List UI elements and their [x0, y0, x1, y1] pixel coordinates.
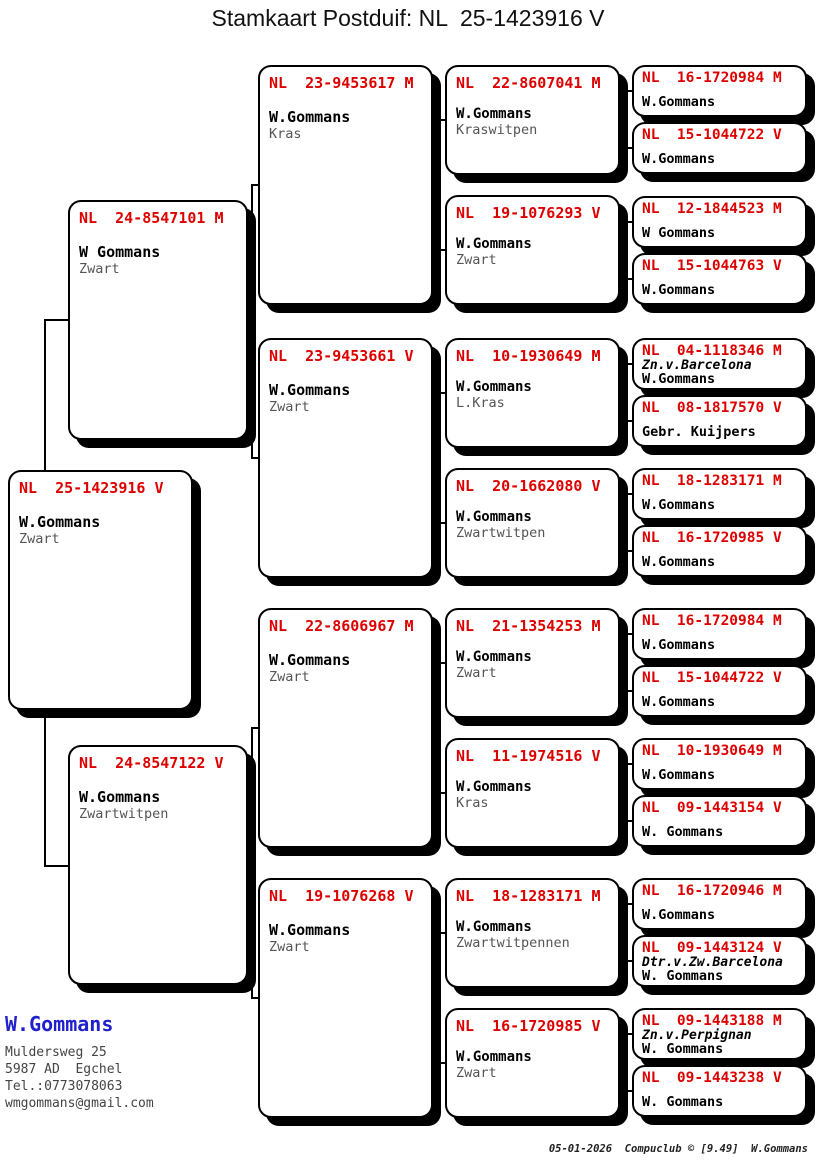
- bird-color: Zwart: [19, 531, 60, 547]
- connector-line: [431, 727, 440, 729]
- connector-line: [438, 792, 447, 794]
- bird-owner-name: W.Gommans: [642, 282, 716, 298]
- bird-owner-name: W.Gommans: [642, 371, 716, 387]
- bird-owner-name: W.Gommans: [269, 108, 351, 126]
- bird-owner-name: W Gommans: [642, 225, 716, 241]
- connector-line: [438, 662, 447, 664]
- box-gen3-6: [445, 738, 620, 848]
- connector-line: [625, 147, 634, 149]
- ring-number: NL 18-1283171 M: [642, 473, 782, 489]
- ring-number: NL 23-9453617 M: [269, 74, 414, 92]
- connector-line: [625, 221, 634, 223]
- ring-number: NL 09-1443154 V: [642, 800, 782, 816]
- owner-block: [5, 1012, 154, 1112]
- bird-owner-name: W. Gommans: [642, 1094, 724, 1110]
- ring-number: NL 22-8606967 M: [269, 617, 414, 635]
- bird-owner-name: W.Gommans: [79, 788, 161, 806]
- ring-number: NL 04-1118346 M: [642, 343, 782, 359]
- bird-owner-name: W.Gommans: [642, 907, 716, 923]
- owner-address-city: 5987 AD Egchel: [5, 1062, 123, 1077]
- bird-owner-name: W.Gommans: [456, 236, 532, 252]
- bird-color: Zwartwitpen: [79, 806, 169, 822]
- box-gen4-12: [632, 795, 807, 847]
- box-gen4-16: [632, 1065, 807, 1117]
- ring-number: NL 18-1283171 M: [456, 887, 601, 905]
- bird-note: Dtr.v.Zw.Barcelona: [642, 955, 783, 970]
- connector-line: [431, 997, 440, 999]
- box-gen3-7: [445, 878, 620, 988]
- ring-number: NL 16-1720984 M: [642, 70, 782, 86]
- owner-address-street: Muldersweg 25: [5, 1045, 107, 1060]
- connector-line: [251, 184, 253, 459]
- bird-owner-name: W.Gommans: [456, 1049, 532, 1065]
- connector-line: [625, 763, 634, 765]
- connector-line: [625, 363, 634, 365]
- connector-line: [618, 522, 627, 524]
- bird-owner-name: W.Gommans: [19, 513, 101, 531]
- connector-line: [625, 820, 634, 822]
- box-gen4-8: [632, 525, 807, 577]
- footer-credits: 05-01-2026 Compuclub © [9.49] W.Gommans: [548, 1143, 808, 1155]
- box-gen4-5: [632, 338, 807, 390]
- connector-line: [438, 249, 447, 251]
- bird-owner-name: W.Gommans: [269, 921, 351, 939]
- connector-line: [618, 792, 627, 794]
- connector-line: [246, 864, 253, 866]
- bird-owner-name: W.Gommans: [456, 649, 532, 665]
- box-gen4-14: [632, 935, 807, 987]
- ring-number: NL 22-8607041 M: [456, 74, 601, 92]
- bird-color: Zwart: [269, 669, 310, 685]
- connector-line: [618, 392, 627, 394]
- page-title: Stamkaart Postduif: NL 25-1423916 V: [211, 5, 605, 31]
- bird-owner-name: W.Gommans: [269, 651, 351, 669]
- box-gen4-6: [632, 395, 807, 447]
- ring-number: NL 10-1930649 M: [642, 743, 782, 759]
- bird-owner-name: W Gommans: [79, 243, 161, 261]
- bird-color: Kras: [269, 126, 302, 142]
- ring-number: NL 09-1443188 M: [642, 1013, 782, 1029]
- box-mother: [68, 745, 248, 985]
- box-gen3-4: [445, 468, 620, 578]
- bird-note: Zn.v.Barcelona: [642, 358, 752, 373]
- bird-color: Zwart: [456, 1065, 497, 1081]
- bird-owner-name: W.Gommans: [642, 94, 716, 110]
- box-gen2-1: [258, 65, 433, 305]
- bird-owner-name: W. Gommans: [642, 1041, 724, 1057]
- connector-line: [246, 319, 253, 321]
- bird-owner-name: W.Gommans: [642, 767, 716, 783]
- connector-line: [618, 1062, 627, 1064]
- ring-number: NL 15-1044763 V: [642, 258, 782, 274]
- connector-line: [44, 708, 46, 867]
- bird-note: Zn.v.Perpignan: [642, 1028, 752, 1043]
- box-gen4-3: [632, 196, 807, 248]
- box-father: [68, 200, 248, 440]
- bird-owner-name: W.Gommans: [456, 509, 532, 525]
- bird-color: Zwart: [456, 252, 497, 268]
- connector-line: [438, 119, 447, 121]
- connector-line: [251, 727, 253, 999]
- ring-number: NL 09-1443124 V: [642, 940, 782, 956]
- box-gen4-10: [632, 665, 807, 717]
- box-gen4-13: [632, 878, 807, 930]
- ring-number: NL 16-1720985 V: [456, 1017, 601, 1035]
- ring-number: NL 12-1844523 M: [642, 201, 782, 217]
- box-gen4-15: [632, 1008, 807, 1060]
- owner-phone: Tel.:0773078063: [5, 1079, 123, 1094]
- connector-line: [431, 457, 440, 459]
- ring-number: NL 21-1354253 M: [456, 617, 601, 635]
- bird-owner-name: W.Gommans: [456, 106, 532, 122]
- bird-owner-name: W. Gommans: [642, 968, 724, 984]
- bird-owner-name: W.Gommans: [456, 779, 532, 795]
- box-gen2-4: [258, 878, 433, 1118]
- bird-color: Zwart: [269, 399, 310, 415]
- ring-number: NL 19-1076293 V: [456, 204, 601, 222]
- ring-number: NL 24-8547122 V: [79, 754, 224, 772]
- box-gen4-4: [632, 253, 807, 305]
- connector-line: [625, 633, 634, 635]
- connector-line: [625, 493, 634, 495]
- bird-owner-name: Gebr. Kuijpers: [642, 424, 756, 440]
- bird-color: L.Kras: [456, 395, 505, 411]
- box-gen4-11: [632, 738, 807, 790]
- ring-number: NL 09-1443238 V: [642, 1070, 782, 1086]
- ring-number: NL 15-1044722 V: [642, 127, 782, 143]
- connector-line: [438, 1062, 447, 1064]
- connector-line: [251, 457, 260, 459]
- bird-owner-name: W.Gommans: [642, 151, 716, 167]
- ring-number: NL 16-1720985 V: [642, 530, 782, 546]
- connector-line: [44, 319, 70, 321]
- connector-line: [625, 420, 634, 422]
- box-gen4-7: [632, 468, 807, 520]
- box-subject: [8, 470, 193, 710]
- box-gen3-8: [445, 1008, 620, 1118]
- connector-line: [251, 184, 260, 186]
- ring-number: NL 10-1930649 M: [456, 347, 601, 365]
- bird-color: Zwart: [456, 665, 497, 681]
- box-gen2-3: [258, 608, 433, 848]
- ring-number: NL 16-1720946 M: [642, 883, 782, 899]
- connector-line: [625, 690, 634, 692]
- connector-line: [625, 90, 634, 92]
- ring-number: NL 23-9453661 V: [269, 347, 414, 365]
- connector-line: [618, 662, 627, 664]
- connector-line: [438, 392, 447, 394]
- connector-line: [431, 184, 440, 186]
- connector-line: [625, 960, 634, 962]
- bird-color: Zwart: [79, 261, 120, 277]
- box-gen4-2: [632, 122, 807, 174]
- box-gen4-9: [632, 608, 807, 660]
- ring-number: NL 11-1974516 V: [456, 747, 601, 765]
- bird-owner-name: W.Gommans: [642, 637, 716, 653]
- bird-color: Kras: [456, 795, 489, 811]
- bird-owner-name: W.Gommans: [642, 694, 716, 710]
- ring-number: NL 25-1423916 V: [19, 479, 164, 497]
- bird-owner-name: W. Gommans: [642, 824, 724, 840]
- connector-line: [618, 119, 627, 121]
- owner-email: wmgommans@gmail.com: [5, 1096, 154, 1111]
- connector-line: [251, 997, 260, 999]
- connector-line: [251, 727, 260, 729]
- ring-number: NL 16-1720984 M: [642, 613, 782, 629]
- box-gen3-3: [445, 338, 620, 448]
- connector-line: [625, 550, 634, 552]
- bird-owner-name: W.Gommans: [269, 381, 351, 399]
- bird-owner-name: W.Gommans: [456, 379, 532, 395]
- bird-color: Zwart: [269, 939, 310, 955]
- ring-number: NL 15-1044722 V: [642, 670, 782, 686]
- bird-color: Kraswitpen: [456, 122, 538, 138]
- owner-name: W.Gommans: [5, 1012, 114, 1036]
- connector-line: [625, 278, 634, 280]
- connector-line: [438, 522, 447, 524]
- connector-line: [625, 903, 634, 905]
- ring-number: NL 19-1076268 V: [269, 887, 414, 905]
- connector-line: [44, 319, 46, 471]
- bird-color: Zwartwitpennen: [456, 935, 570, 951]
- connector-line: [618, 932, 627, 934]
- ring-number: NL 24-8547101 M: [79, 209, 224, 227]
- ring-number: NL 08-1817570 V: [642, 400, 782, 416]
- connector-line: [625, 1033, 634, 1035]
- bird-owner-name: W.Gommans: [456, 919, 532, 935]
- bird-owner-name: W.Gommans: [642, 497, 716, 513]
- connector-line: [625, 1090, 634, 1092]
- connector-line: [44, 865, 70, 867]
- connector-line: [618, 249, 627, 251]
- box-gen3-2: [445, 195, 620, 305]
- box-gen2-2: [258, 338, 433, 578]
- box-gen3-5: [445, 608, 620, 718]
- box-gen3-1: [445, 65, 620, 175]
- ring-number: NL 20-1662080 V: [456, 477, 601, 495]
- bird-owner-name: W.Gommans: [642, 554, 716, 570]
- connector-line: [438, 932, 447, 934]
- bird-color: Zwartwitpen: [456, 525, 546, 541]
- box-gen4-1: [632, 65, 807, 117]
